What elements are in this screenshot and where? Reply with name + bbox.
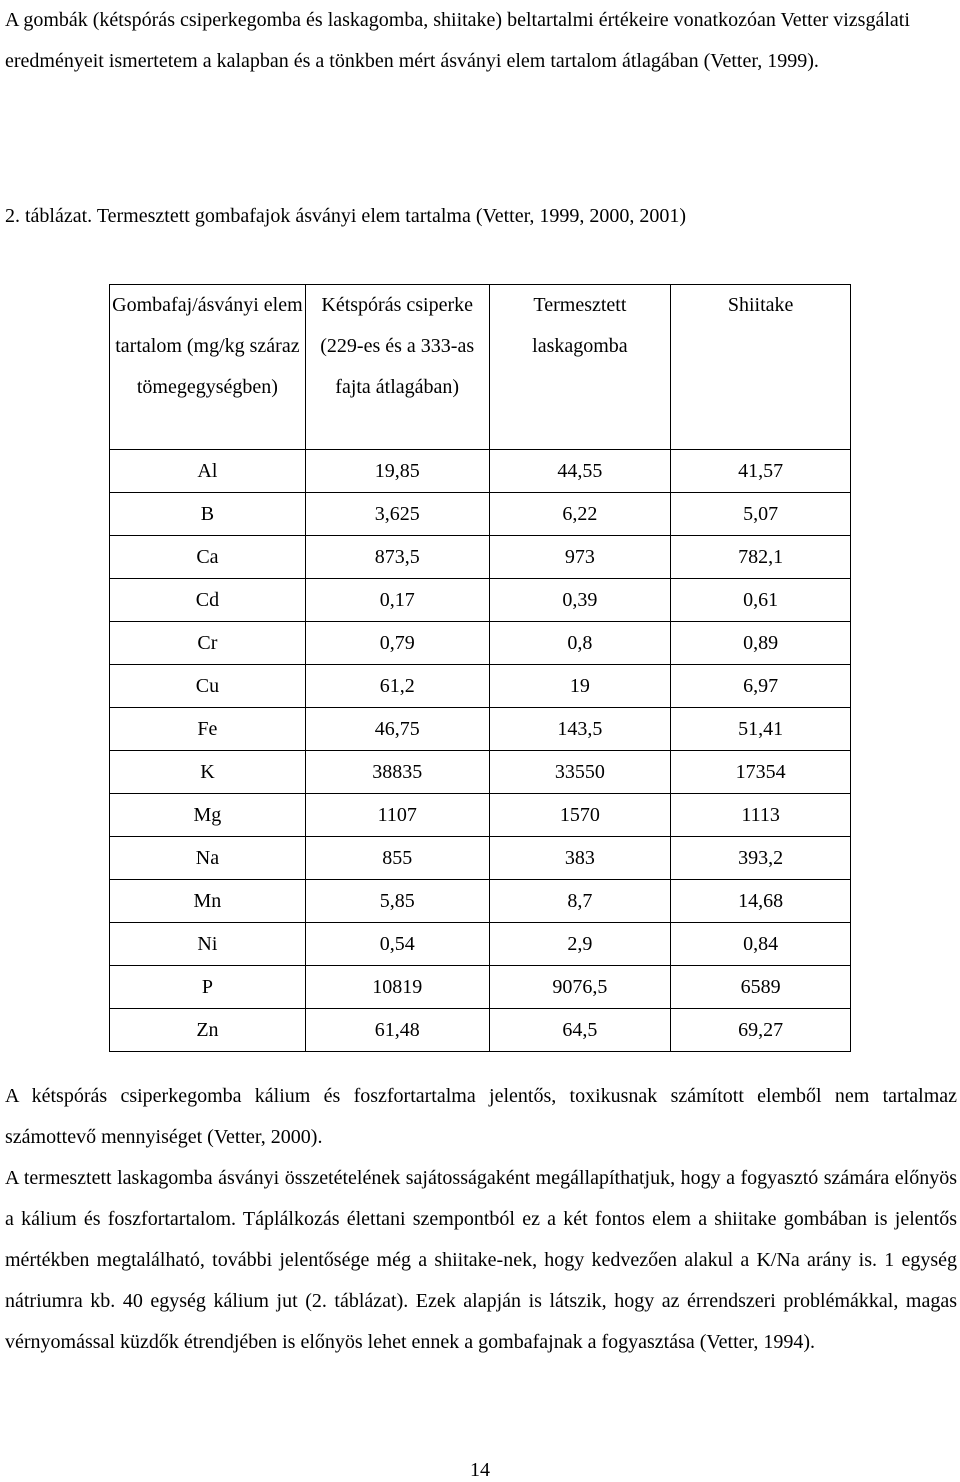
header-shiitake: Shiitake [671, 285, 851, 450]
value-cell: 0,79 [305, 622, 489, 665]
value-cell: 38835 [305, 751, 489, 794]
value-cell: 61,2 [305, 665, 489, 708]
table-row [110, 579, 851, 622]
table-body [110, 450, 851, 1052]
value-cell: 46,75 [305, 708, 489, 751]
page-number: 14 [470, 1459, 490, 1481]
value-cell: 6,97 [671, 665, 851, 708]
element-symbol-cell: Al [110, 450, 306, 493]
value-cell: 6,22 [489, 493, 671, 536]
element-symbol-cell: Mg [110, 794, 306, 837]
element-symbol-cell: Cd [110, 579, 306, 622]
value-cell: 0,61 [671, 579, 851, 622]
header-oyster-mushroom: Termesztett laskagomba [489, 285, 671, 450]
value-cell: 9076,5 [489, 966, 671, 1009]
value-cell: 61,48 [305, 1009, 489, 1052]
value-cell: 393,2 [671, 837, 851, 880]
element-symbol-cell: K [110, 751, 306, 794]
table-caption: 2. táblázat. Termesztett gombafajok ásványi elem tartalma (Vetter, 1999, 2000, 2001) [5, 205, 687, 227]
paragraph-oyster-shiitake: A termesztett laskagomba ásványi összetételének sajátosságaként megállapíthatjuk, hogy a fogyasztó számára előnyös a kálium és foszfortartalom. Táplálkozás élettani szempontból ez a két fontos elem a shiitake gombában is jelentős mértékben megtalálható, további jelentősége még a shiitake-nek, hogy kedvezően alakul a K/Na arány is. 1 egység nátriumra kb. 40 egység kálium jut (2. táblázat). Ezek alapján is látszik, hogy az érrendszeri problémákkal, magas vérnyomással küzdők étrendjében is előnyös lehet ennek a gombafajnak a fogyasztása (Vetter, 1994). [5, 1167, 957, 1353]
value-cell: 143,5 [489, 708, 671, 751]
table-row [110, 880, 851, 923]
value-cell: 14,68 [671, 880, 851, 923]
mineral-content-table [109, 284, 851, 1052]
value-cell: 873,5 [305, 536, 489, 579]
header-champignon: Kétspórás csiperke (229-es és a 333-as fajta átlagában) [305, 285, 489, 450]
value-cell: 1107 [305, 794, 489, 837]
value-cell: 383 [489, 837, 671, 880]
value-cell: 973 [489, 536, 671, 579]
table-row [110, 794, 851, 837]
value-cell: 0,8 [489, 622, 671, 665]
value-cell: 10819 [305, 966, 489, 1009]
table-header-row [110, 285, 851, 450]
value-cell: 41,57 [671, 450, 851, 493]
table-row [110, 966, 851, 1009]
table-row [110, 493, 851, 536]
value-cell: 0,89 [671, 622, 851, 665]
value-cell: 1113 [671, 794, 851, 837]
value-cell: 1570 [489, 794, 671, 837]
intro-paragraph: A gombák (kétspórás csiperkegomba és laskagomba, shiitake) beltartalmi értékeire vonatkozóan Vetter vizsgálati eredményeit ismertetem a kalapban és a tönkben mért ásványi elem tartalom átlagában (Vetter, 1999). [5, 9, 910, 72]
value-cell: 782,1 [671, 536, 851, 579]
table-row [110, 708, 851, 751]
value-cell: 0,39 [489, 579, 671, 622]
table-row [110, 665, 851, 708]
header-species-element: Gombafaj/ásványi elem tartalom (mg/kg száraz tömegegységben) [110, 285, 306, 450]
value-cell: 3,625 [305, 493, 489, 536]
element-symbol-cell: Fe [110, 708, 306, 751]
table-row [110, 1009, 851, 1052]
element-symbol-cell: Na [110, 837, 306, 880]
element-symbol-cell: Cu [110, 665, 306, 708]
value-cell: 0,54 [305, 923, 489, 966]
value-cell: 855 [305, 837, 489, 880]
element-symbol-cell: B [110, 493, 306, 536]
element-symbol-cell: Ni [110, 923, 306, 966]
value-cell: 2,9 [489, 923, 671, 966]
value-cell: 44,55 [489, 450, 671, 493]
table-row [110, 536, 851, 579]
value-cell: 5,07 [671, 493, 851, 536]
element-symbol-cell: Zn [110, 1009, 306, 1052]
value-cell: 19,85 [305, 450, 489, 493]
value-cell: 64,5 [489, 1009, 671, 1052]
value-cell: 0,84 [671, 923, 851, 966]
element-symbol-cell: Ca [110, 536, 306, 579]
value-cell: 5,85 [305, 880, 489, 923]
table-row [110, 450, 851, 493]
table-row [110, 923, 851, 966]
value-cell: 8,7 [489, 880, 671, 923]
value-cell: 19 [489, 665, 671, 708]
value-cell: 51,41 [671, 708, 851, 751]
element-symbol-cell: P [110, 966, 306, 1009]
value-cell: 17354 [671, 751, 851, 794]
value-cell: 33550 [489, 751, 671, 794]
table-row [110, 751, 851, 794]
table-row [110, 622, 851, 665]
value-cell: 69,27 [671, 1009, 851, 1052]
element-symbol-cell: Cr [110, 622, 306, 665]
value-cell: 0,17 [305, 579, 489, 622]
value-cell: 6589 [671, 966, 851, 1009]
paragraph-champignon: A kétspórás csiperkegomba kálium és foszfortartalma jelentős, toxikusnak számított elemből nem tartalmaz számottevő mennyiséget (Vetter, 2000). [5, 1085, 957, 1148]
table-row [110, 837, 851, 880]
element-symbol-cell: Mn [110, 880, 306, 923]
